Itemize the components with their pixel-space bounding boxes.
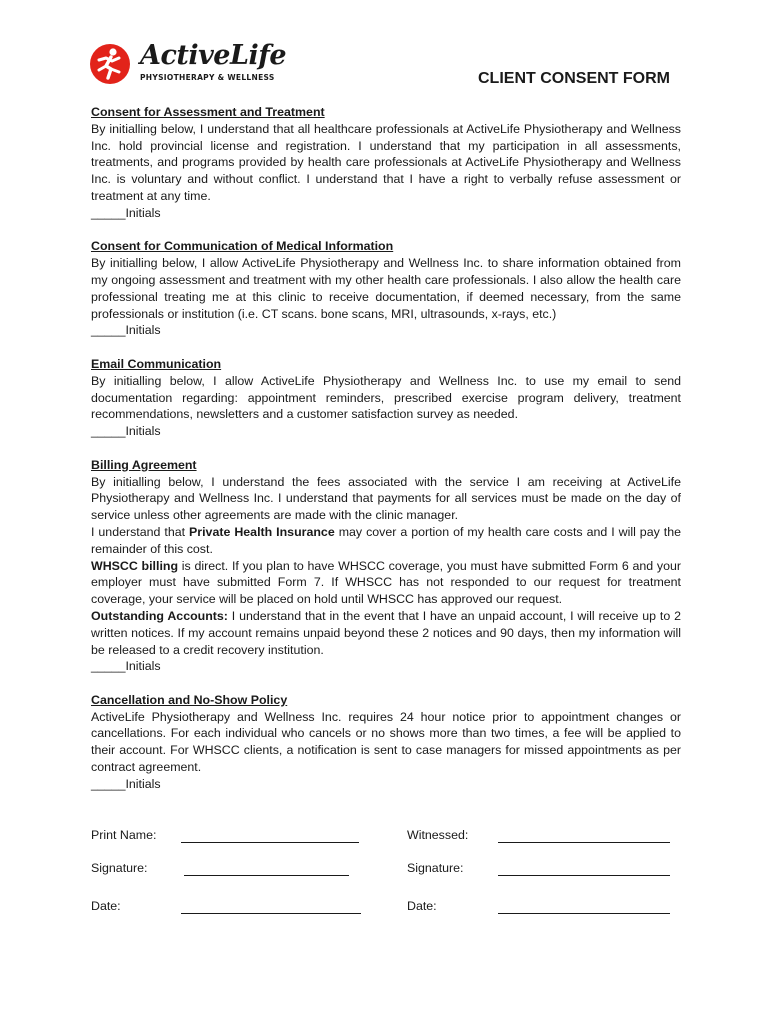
section-heading: Email Communication <box>91 356 222 371</box>
whscc-paragraph <box>91 558 681 608</box>
initials-field[interactable]: _____Initials <box>91 323 161 338</box>
form-body <box>91 104 681 809</box>
witness-signature-line[interactable] <box>498 875 670 876</box>
print-name-label: Print Name: <box>91 828 157 842</box>
section-text: By initialling below, I allow ActiveLife Physiotherapy and Wellness Inc. to use my email to send documentation regarding: appointment reminders, prescribed exercise program delivery, treatment recommendations, newsletters and a customer satisfaction survey as needed. <box>91 373 681 422</box>
initials-field[interactable]: _____Initials <box>91 205 161 220</box>
section-email <box>91 356 681 440</box>
section-billing <box>91 457 681 675</box>
runner-logo-icon <box>88 42 132 86</box>
company-logo <box>88 38 287 88</box>
section-heading: Billing Agreement <box>91 457 197 472</box>
whscc-text: is direct. If you plan to have WHSCC coverage, you must have submitted Form 6 and your employer must have submitted Form 7. If WHSCC has not responded to our request for treatment coverage, your service will be placed on hold until WHSCC has approved our request. <box>91 558 681 607</box>
section-communication <box>91 238 681 339</box>
date-label: Date: <box>91 899 121 913</box>
print-name-line[interactable] <box>181 842 359 843</box>
outstanding-bold: Outstanding Accounts: <box>91 608 228 623</box>
witness-date-line[interactable] <box>498 913 670 914</box>
section-text: By initialling below, I understand that all healthcare professionals at ActiveLife Physiotherapy and Wellness Inc. hold provincial license and registration. I understand that my participation in all assessments, treatments, and programs provided by health care professionals at ActiveLife Physiotherapy and Wellness Inc. is voluntary and without conflict. I understand that I have a right to verbally refuse assessment or treatment at any time. <box>91 121 681 203</box>
signature-line[interactable] <box>184 875 349 876</box>
insurance-text-pre: I understand that <box>91 524 190 539</box>
initials-field[interactable]: _____Initials <box>91 659 161 674</box>
outstanding-paragraph <box>91 608 681 658</box>
witness-date-label: Date: <box>407 899 437 913</box>
initials-field[interactable]: _____Initials <box>91 424 161 439</box>
whscc-bold: WHSCC billing <box>91 558 179 573</box>
logo-subtitle: PHYSIOTHERAPY & WELLNESS <box>140 73 275 82</box>
insurance-text-post: may cover a portion of my health care costs and I will pay the remainder of this cost. <box>91 524 681 556</box>
outstanding-text: I understand that in the event that I have an unpaid account, I will receive up to 2 written notices. If my account remains unpaid beyond these 2 notices and 90 days, then my information will be released to a credit recovery institution. <box>91 608 681 657</box>
signature-label: Signature: <box>91 861 148 875</box>
witnessed-line[interactable] <box>498 842 670 843</box>
section-heading: Cancellation and No-Show Policy <box>91 692 288 707</box>
initials-field[interactable]: _____Initials <box>91 776 161 791</box>
section-assessment <box>91 104 681 222</box>
date-line[interactable] <box>181 913 361 914</box>
section-text: ActiveLife Physiotherapy and Wellness Inc. requires 24 hour notice prior to appointment changes or cancellations. For each individual who cancels or no shows more than two times, a fee will be applied to their account. For WHSCC clients, a notification is sent to case managers for missed appointments as per contract agreement. <box>91 709 681 775</box>
form-title: CLIENT CONSENT FORM <box>478 70 670 87</box>
witnessed-label: Witnessed: <box>407 828 469 842</box>
section-heading: Consent for Communication of Medical Information <box>91 239 394 254</box>
insurance-paragraph <box>91 524 681 558</box>
section-heading: Consent for Assessment and Treatment <box>91 105 325 119</box>
section-text: By initialling below, I understand the fees associated with the service I am receiving at ActiveLife Physiotherapy and Wellness Inc. I understand that payments for all services must be made on the day of service unless other agreements are made with the clinic manager. <box>91 474 681 523</box>
witness-signature-label: Signature: <box>407 861 464 875</box>
section-text: By initialling below, I allow ActiveLife Physiotherapy and Wellness Inc. to share information obtained from my ongoing assessment and treatment with my other health care professionals. I also allow the health care professional treating me at this clinic to receive documentation, if deemed necessary, from the same professionals or institution (i.e. CT scans. bone scans, MRI, ultrasounds, x-rays, etc.) <box>91 256 681 321</box>
section-cancellation <box>91 692 681 793</box>
logo-wordmark: ActiveLife <box>140 40 287 71</box>
insurance-bold: Private Health Insurance <box>189 524 335 539</box>
